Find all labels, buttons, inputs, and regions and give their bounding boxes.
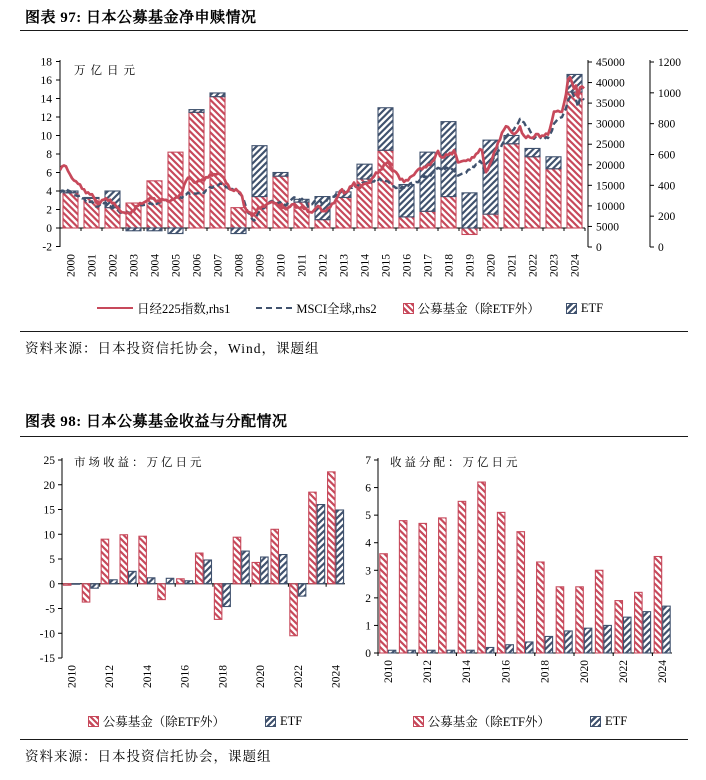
svg-text:2012: 2012 bbox=[104, 665, 117, 688]
svg-text:15: 15 bbox=[43, 504, 55, 517]
svg-text:20: 20 bbox=[43, 479, 55, 492]
legend-public-fund bbox=[403, 299, 540, 317]
svg-text:2018: 2018 bbox=[539, 660, 552, 683]
svg-text:2006: 2006 bbox=[191, 254, 204, 277]
red-hatch-swatch-icon bbox=[88, 716, 99, 727]
svg-text:18: 18 bbox=[40, 56, 52, 69]
svg-text:2011: 2011 bbox=[296, 254, 309, 277]
svg-text:2010: 2010 bbox=[382, 660, 395, 683]
svg-text:30000: 30000 bbox=[596, 118, 625, 131]
svg-text:2012: 2012 bbox=[422, 660, 434, 683]
legend-etf-label: ETF bbox=[580, 300, 604, 315]
svg-text:2014: 2014 bbox=[461, 660, 474, 683]
svg-text:2022: 2022 bbox=[527, 254, 540, 277]
svg-text:6: 6 bbox=[46, 167, 52, 180]
svg-text:6: 6 bbox=[365, 482, 371, 495]
figure98-source-rule bbox=[20, 739, 688, 740]
red-hatch-swatch-icon bbox=[413, 716, 424, 727]
svg-text:2019: 2019 bbox=[464, 254, 477, 277]
svg-text:800: 800 bbox=[658, 118, 676, 131]
legend-msci-world-label: MSCI全球,rhs2 bbox=[296, 302, 377, 316]
legend-nikkei225-label: 日经225指数,rhs1 bbox=[136, 302, 231, 316]
svg-text:45000: 45000 bbox=[596, 57, 625, 69]
svg-text:2022: 2022 bbox=[618, 660, 630, 683]
svg-text:万亿日元: 万亿日元 bbox=[74, 65, 140, 77]
svg-text:2016: 2016 bbox=[500, 660, 513, 683]
svg-text:5: 5 bbox=[365, 510, 371, 523]
figure98-title: 图表 98: 日本公募基金收益与分配情况 bbox=[25, 414, 288, 430]
svg-text:2015: 2015 bbox=[380, 254, 393, 277]
svg-text:40000: 40000 bbox=[596, 77, 625, 90]
legend-public-fund-right-label: 公募基金（除ETF外） bbox=[427, 715, 550, 729]
svg-text:200: 200 bbox=[658, 211, 676, 224]
legend-public-fund-left bbox=[88, 712, 225, 730]
legend-public-fund-left-label: 公募基金（除ETF外） bbox=[102, 715, 225, 729]
figure98-title-rule bbox=[20, 436, 688, 437]
svg-text:12: 12 bbox=[40, 112, 52, 124]
svg-text:25000: 25000 bbox=[596, 139, 625, 152]
svg-text:2014: 2014 bbox=[359, 254, 372, 277]
figure97-title-rule bbox=[20, 30, 688, 31]
svg-text:市场收益：万亿日元: 市场收益：万亿日元 bbox=[74, 457, 205, 469]
legend-public-fund-label: 公募基金（除ETF外） bbox=[417, 302, 540, 316]
svg-text:20000: 20000 bbox=[596, 159, 625, 172]
figure98-source: 资料来源：日本投资信托协会，课题组 bbox=[25, 749, 272, 764]
svg-text:-2: -2 bbox=[42, 241, 52, 254]
svg-text:2005: 2005 bbox=[170, 254, 183, 277]
legend-etf-right-label: ETF bbox=[605, 713, 628, 728]
svg-text:2002: 2002 bbox=[107, 254, 120, 277]
grouped-bars bbox=[63, 472, 343, 636]
svg-text:2024: 2024 bbox=[330, 665, 343, 688]
svg-text:0: 0 bbox=[596, 242, 602, 254]
figure97-source-rule bbox=[20, 331, 688, 332]
legend-etf bbox=[566, 301, 603, 316]
svg-text:0: 0 bbox=[46, 223, 52, 235]
svg-text:2024: 2024 bbox=[657, 660, 670, 683]
svg-text:2000: 2000 bbox=[65, 254, 78, 277]
svg-text:5: 5 bbox=[49, 554, 55, 566]
svg-text:5000: 5000 bbox=[596, 221, 619, 234]
chart-market-returns bbox=[30, 448, 360, 710]
navy-hatch-swatch-icon bbox=[566, 303, 577, 314]
svg-text:2010: 2010 bbox=[275, 254, 288, 277]
svg-text:2016: 2016 bbox=[179, 665, 192, 688]
navy-hatch-swatch-icon bbox=[590, 716, 601, 727]
svg-text:2018: 2018 bbox=[217, 665, 230, 688]
svg-text:2008: 2008 bbox=[233, 254, 246, 277]
legend-etf-left bbox=[265, 714, 302, 729]
svg-text:2020: 2020 bbox=[578, 660, 591, 683]
svg-text:16: 16 bbox=[40, 75, 52, 87]
figure98-right-legend bbox=[350, 712, 690, 730]
legend-nikkei225 bbox=[97, 299, 230, 317]
svg-text:7: 7 bbox=[365, 455, 371, 467]
svg-text:2022: 2022 bbox=[292, 665, 305, 688]
svg-text:4: 4 bbox=[365, 537, 371, 550]
figure98-left-legend bbox=[30, 712, 360, 730]
dashed-line-marker-icon bbox=[256, 307, 292, 309]
legend-etf-left-label: ETF bbox=[280, 713, 303, 728]
axes bbox=[56, 60, 654, 247]
red-hatch-swatch-icon bbox=[403, 303, 414, 314]
svg-text:1000: 1000 bbox=[658, 87, 681, 100]
svg-text:2014: 2014 bbox=[141, 665, 154, 688]
svg-text:3: 3 bbox=[365, 565, 371, 578]
svg-text:2001: 2001 bbox=[86, 254, 99, 277]
svg-text:-10: -10 bbox=[39, 628, 55, 641]
svg-text:收益分配：万亿日元: 收益分配：万亿日元 bbox=[390, 457, 521, 469]
svg-text:1: 1 bbox=[365, 620, 371, 633]
svg-text:0: 0 bbox=[49, 578, 55, 591]
svg-text:2007: 2007 bbox=[212, 254, 225, 277]
grouped-bars bbox=[380, 482, 670, 653]
svg-text:2017: 2017 bbox=[422, 254, 435, 277]
figure97-legend bbox=[40, 299, 660, 317]
svg-text:1200: 1200 bbox=[658, 57, 681, 69]
svg-text:2: 2 bbox=[365, 592, 371, 605]
chart-net-subscription-redemption bbox=[0, 52, 706, 302]
svg-text:2012: 2012 bbox=[317, 254, 330, 277]
navy-hatch-swatch-icon bbox=[265, 716, 276, 727]
svg-text:2003: 2003 bbox=[128, 254, 141, 277]
legend-etf-right bbox=[590, 714, 627, 729]
svg-text:4: 4 bbox=[46, 186, 52, 198]
svg-text:10: 10 bbox=[40, 130, 52, 143]
svg-text:2016: 2016 bbox=[401, 254, 414, 277]
red-line-marker-icon bbox=[97, 307, 133, 309]
svg-text:25: 25 bbox=[43, 455, 55, 467]
svg-text:10: 10 bbox=[43, 529, 55, 542]
svg-text:2: 2 bbox=[46, 204, 52, 217]
svg-text:10000: 10000 bbox=[596, 200, 625, 213]
svg-text:2021: 2021 bbox=[506, 254, 519, 277]
svg-text:2018: 2018 bbox=[443, 254, 456, 277]
svg-text:2013: 2013 bbox=[338, 254, 351, 277]
svg-text:0: 0 bbox=[365, 648, 371, 660]
svg-text:-15: -15 bbox=[39, 653, 55, 665]
chart-income-distribution bbox=[350, 448, 690, 710]
svg-text:2004: 2004 bbox=[149, 254, 162, 277]
svg-text:2020: 2020 bbox=[255, 665, 268, 688]
svg-text:15000: 15000 bbox=[596, 180, 625, 193]
legend-public-fund-right bbox=[413, 712, 550, 730]
svg-text:2009: 2009 bbox=[254, 254, 267, 277]
svg-text:400: 400 bbox=[658, 180, 676, 193]
legend-msci-world bbox=[256, 299, 376, 317]
svg-text:2024: 2024 bbox=[569, 254, 582, 277]
svg-text:2020: 2020 bbox=[485, 254, 498, 277]
figure97-source: 资料来源：日本投资信托协会，Wind，课题组 bbox=[25, 341, 320, 356]
svg-text:2010: 2010 bbox=[66, 665, 79, 688]
svg-text:35000: 35000 bbox=[596, 98, 625, 111]
svg-text:0: 0 bbox=[658, 242, 664, 254]
svg-text:-5: -5 bbox=[45, 603, 55, 616]
svg-text:600: 600 bbox=[658, 149, 676, 162]
svg-text:2023: 2023 bbox=[548, 254, 561, 277]
svg-text:8: 8 bbox=[46, 149, 52, 161]
svg-text:14: 14 bbox=[40, 93, 52, 106]
figure97-title: 图表 97: 日本公募基金净申赎情况 bbox=[25, 10, 257, 26]
